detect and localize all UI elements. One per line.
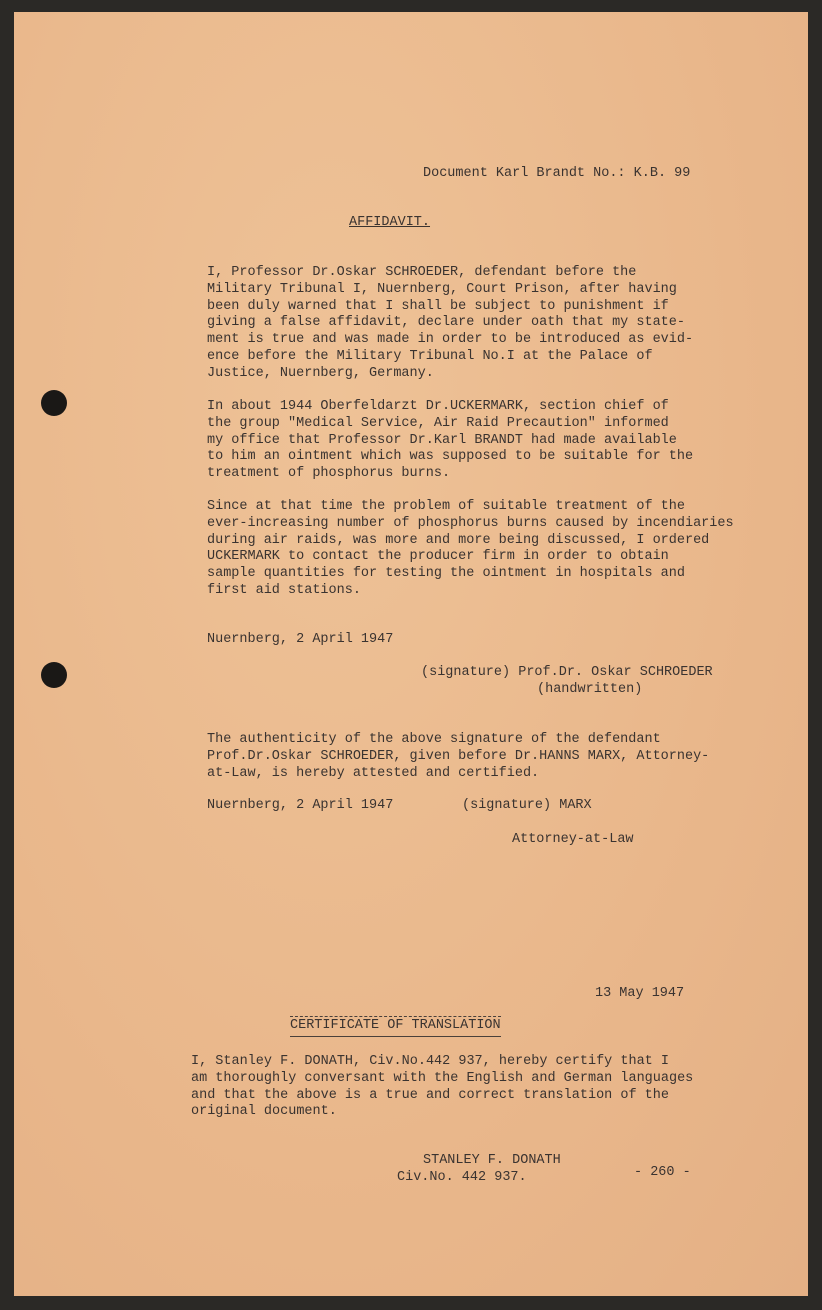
paragraph-order: Since at that time the problem of suitable treatment of the ever-increasing number of phosphorus burns caused by incendiaries during air raids, was more and more being discussed, I ordered UCKERMARK to contact the producer firm in order to obtain sample quantities for testing the ointment in hospitals and first aid stations.: [207, 499, 734, 598]
certificate-text: I, Stanley F. DONATH, Civ.No.442 937, hereby certify that I am thoroughly conversant with the English and German languages and that the above is a true and correct translation of the original document.: [191, 1054, 694, 1120]
signature-schroeder: (signature) Prof.Dr. Oskar SCHROEDER: [421, 665, 713, 680]
certificate-title: CERTIFICATE OF TRANSLATION: [290, 1016, 501, 1037]
place-date: Nuernberg, 2 April 1947: [207, 798, 394, 813]
place-date: Nuernberg, 2 April 1947: [207, 632, 394, 647]
translator-civ-number: Civ.No. 442 937.: [397, 1170, 527, 1185]
signature-marx: (signature) MARX: [462, 798, 592, 813]
page-number: - 260 -: [634, 1165, 691, 1180]
punch-hole: [41, 390, 67, 416]
translator-name: STANLEY F. DONATH: [423, 1153, 561, 1168]
document-title: AFFIDAVIT.: [349, 215, 431, 230]
signature-note: (handwritten): [537, 682, 643, 697]
punch-hole: [41, 662, 67, 688]
authentication-paragraph: The authenticity of the above signature of the defendant Prof.Dr.Oskar SCHROEDER, given before Dr.HANNS MARX, Attorney- at-Law, is hereby attested and certified.: [207, 732, 710, 781]
paragraph-ointment: In about 1944 Oberfeldarzt Dr.UCKERMARK, section chief of the group "Medical Service, Air Raid Precaution" informed my office that Professor Dr.Karl BRANDT had made available to him an ointment which was supposed to be suitable for the treatment of phosphorus burns.: [207, 399, 694, 482]
document-reference: Document Karl Brandt No.: K.B. 99: [423, 166, 691, 181]
certificate-date: 13 May 1947: [595, 986, 685, 1001]
paragraph-declaration: I, Professor Dr.Oskar SCHROEDER, defendant before the Military Tribunal I, Nuernberg, Court Prison, after having been duly warned that I shall be subject to punishment if giving a false affidavit, declare under oath that my state- ment is true and was made in order to be introduced as evid- ence before the Military Tribunal No.I at the Palace of Justice, Nuernberg, Germany.: [207, 265, 694, 381]
attorney-title: Attorney-at-Law: [512, 832, 634, 847]
